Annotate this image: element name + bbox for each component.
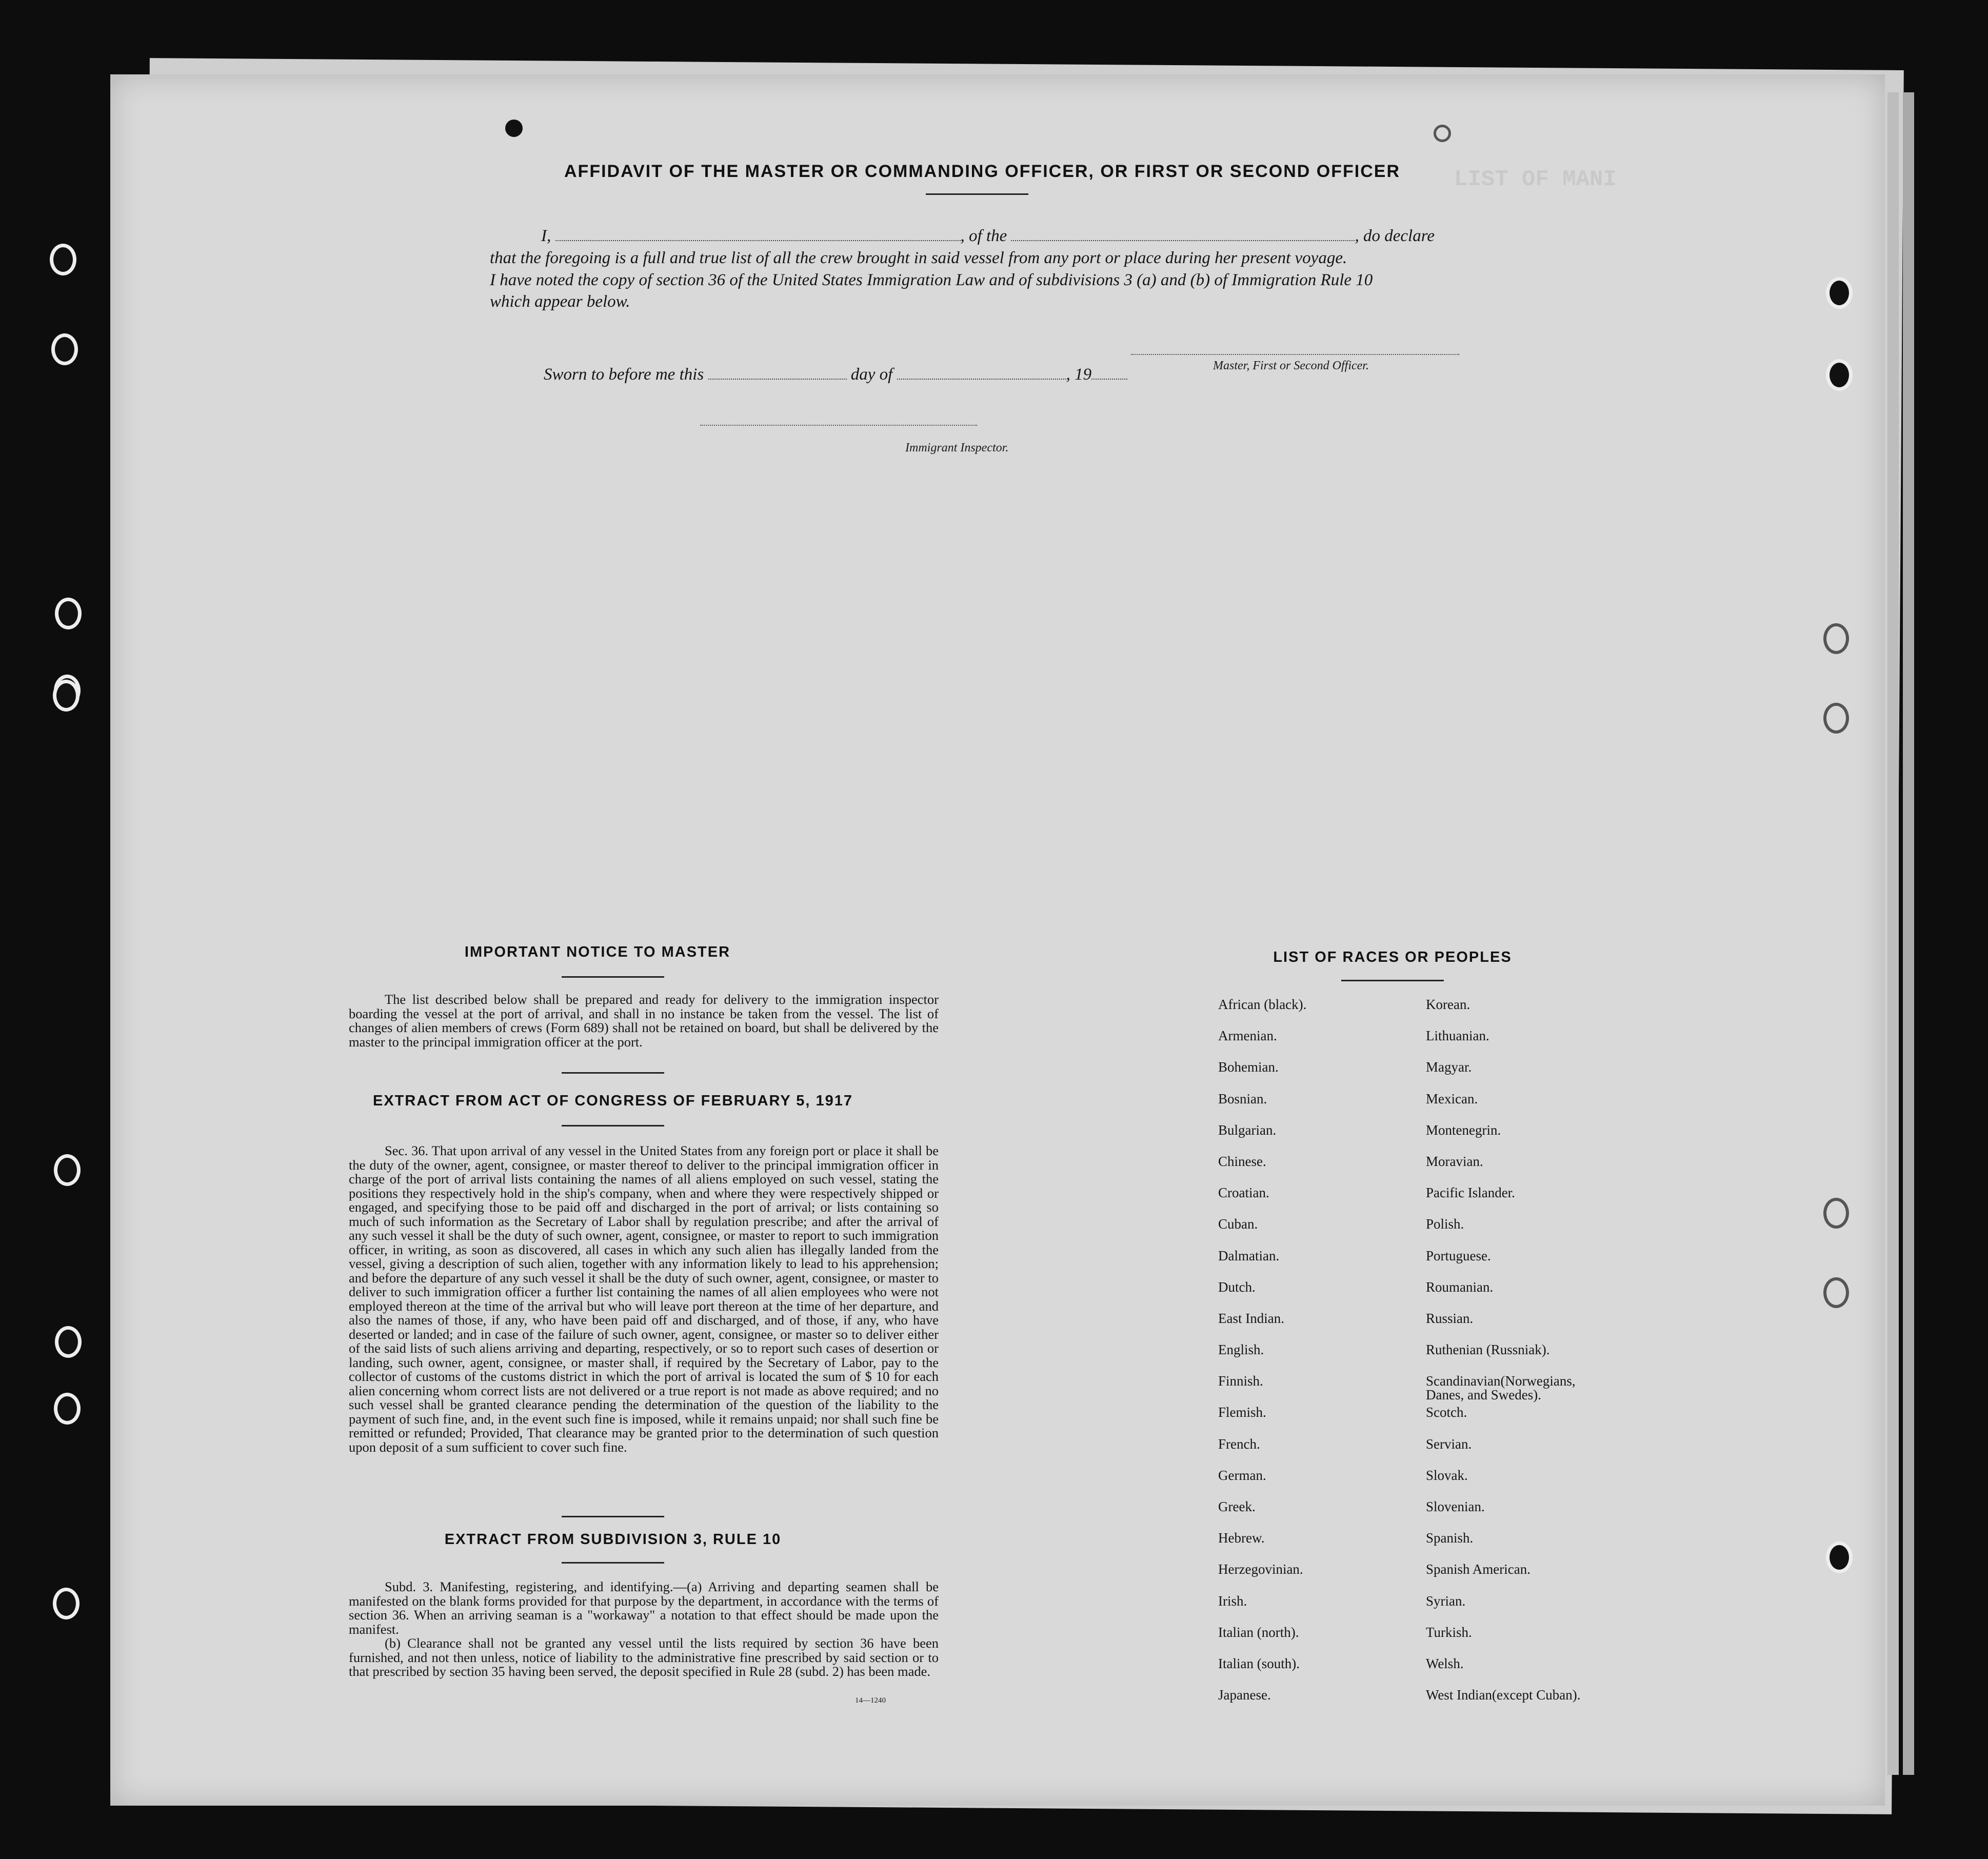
race-item: Finnish. <box>1218 1373 1263 1389</box>
binder-hole-icon <box>53 1588 79 1619</box>
race-item: Turkish. <box>1426 1624 1472 1640</box>
master-signature-line[interactable] <box>1131 354 1459 355</box>
race-item: German. <box>1218 1467 1266 1483</box>
race-item: Italian (north). <box>1218 1624 1299 1640</box>
race-item: Bosnian. <box>1218 1091 1267 1106</box>
races-column-2 <box>1426 998 1667 1719</box>
race-item: Spanish American. <box>1426 1561 1530 1577</box>
race-item: Greek. <box>1218 1499 1256 1514</box>
binder-hole-icon <box>1826 359 1853 391</box>
subdivision-b-paragraph: (b) Clearance shall not be granted any vessel until the lists required by section 36 have been furnished, and not then unless, notice of liability to the administrative fine prescribed by said section or to that prescribed by section 35 having been served, the deposit specified in Rule 28 (subd. 2) has been made. <box>349 1635 939 1679</box>
inspector-caption: Immigrant Inspector. <box>905 441 1009 454</box>
subdivision-a-paragraph: Subd. 3. Manifesting, registering, and identifying.—(a) Arriving and departing seamen shall be manifested on the blank forms provided for that purpose by the department, in accordance with the terms of section 36. When an arriving seaman is a "workaway" a notation to that effect should be made upon the manifest. <box>349 1579 939 1637</box>
race-item: Dalmatian. <box>1218 1248 1280 1263</box>
race-item: Armenian. <box>1218 1028 1277 1044</box>
notice-title: IMPORTANT NOTICE TO MASTER <box>464 944 731 960</box>
notice-text <box>349 993 939 1049</box>
race-item: Bulgarian. <box>1218 1122 1277 1138</box>
race-item: Irish. <box>1218 1593 1247 1609</box>
sworn-year: , 19 <box>1066 365 1092 384</box>
inspector-signature-line[interactable] <box>700 425 977 426</box>
race-item: Korean. <box>1426 997 1470 1012</box>
race-item: Portuguese. <box>1426 1248 1491 1263</box>
race-item: English. <box>1218 1342 1264 1358</box>
race-item: Lithuanian. <box>1426 1028 1489 1044</box>
race-item: Magyar. <box>1426 1059 1472 1075</box>
binder-hole-icon <box>1823 703 1849 734</box>
binder-hole-icon <box>1823 1198 1849 1229</box>
race-item: Scandinavian(Norwegians, Danes, and Swedes). <box>1426 1373 1576 1403</box>
sworn-text: Sworn to before me this <box>544 365 704 384</box>
race-item: Chinese. <box>1218 1153 1266 1169</box>
race-item: Hebrew. <box>1218 1530 1265 1546</box>
races-title: LIST OF RACES OR PEOPLES <box>1273 949 1512 965</box>
binder-hole-icon <box>1823 1277 1849 1308</box>
race-item: Servian. <box>1426 1436 1472 1452</box>
notice-rule <box>562 976 664 978</box>
race-item: Cuban. <box>1218 1216 1258 1232</box>
pin-hole-icon <box>1434 125 1451 142</box>
race-item: Spanish. <box>1426 1530 1474 1546</box>
pin-hole-icon <box>505 120 523 137</box>
race-item: Pacific Islander. <box>1426 1185 1515 1201</box>
title-rule <box>926 193 1028 195</box>
binder-hole-icon <box>50 244 76 275</box>
race-item: Herzegovinian. <box>1218 1561 1303 1577</box>
binder-hole-icon <box>54 1154 81 1186</box>
race-item: Japanese. <box>1218 1687 1271 1703</box>
page-edge-strip <box>1887 92 1899 1775</box>
race-item: Mexican. <box>1426 1091 1478 1106</box>
race-item: Bohemian. <box>1218 1059 1279 1075</box>
races-rule <box>1341 980 1444 981</box>
binder-hole-icon <box>54 1393 81 1425</box>
race-item: Croatian. <box>1218 1185 1269 1201</box>
race-item: Welsh. <box>1426 1655 1464 1671</box>
declaration-i: I, <box>541 227 551 245</box>
rule-rule <box>562 1562 664 1564</box>
race-item: West Indian(except Cuban). <box>1426 1687 1581 1703</box>
affidavit-title: AFFIDAVIT OF THE MASTER OR COMMANDING OFFICER, OR FIRST OR SECOND OFFICER <box>564 162 1400 181</box>
bleed-through: LIST OF MANI <box>1454 167 1617 192</box>
race-item: East Indian. <box>1218 1310 1284 1326</box>
master-signature-caption: Master, First or Second Officer. <box>1213 359 1369 372</box>
declaration-line-1 <box>541 226 1435 246</box>
race-item: Moravian. <box>1426 1153 1483 1169</box>
race-item: Italian (south). <box>1218 1655 1300 1671</box>
binder-hole-icon <box>55 1326 82 1358</box>
sworn-month-blank[interactable] <box>897 364 1066 380</box>
race-item: French. <box>1218 1436 1260 1452</box>
race-item: Dutch. <box>1218 1279 1256 1295</box>
rule-extract-title: EXTRACT FROM SUBDIVISION 3, RULE 10 <box>444 1531 782 1548</box>
document-page <box>110 74 1885 1806</box>
sworn-line <box>544 364 1127 384</box>
binder-hole-icon <box>55 598 82 629</box>
races-column-1 <box>1218 998 1423 1719</box>
binder-hole-icon <box>1823 623 1849 654</box>
section-36-paragraph: Sec. 36. That upon arrival of any vessel in the United States from any foreign port or place it shall be the duty of the owner, agent, consignee, or master thereof to deliver to the principal immigration officer in charge of the port of arrival lists containing the names of all aliens employed on such vessel, stating the positions they respectively hold in the ship's company, when and where they were respectively shipped or engaged, and specifying those to be paid off and discharged in the port of arrival; or lists containing so much of such information as the Secretary of Labor shall by regulation prescribe; and after the arrival of any such vessel it shall be the duty of such owner, agent, consignee, or master to report to such immigration officer, in writing, as soon as discovered, all cases in which any such alien has illegally landed from the vessel, giving a description of such alien, together with any information likely to lead to his apprehension; and before the departure of any such vessel it shall be the duty of such owner, agent, consignee, or master to deliver to such immigration officer a further list containing the names of all alien employees who were not employed thereon at the time of the arrival but who will leave port thereon at the time of her departure, and also the names of those, if any, who have been paid off and discharged, and of those, if any, who have deserted or landed; and in case of the failure of such owner, agent, consignee, or master so to deliver either of the said lists of such aliens arriving and departing, respectively, or so to report such cases of desertion or landing, such owner, agent, consignee, or master shall, if required by the Secretary of Labor, pay to the collector of customs of the customs district in which the port of arrival is located the sum of $ 10 for each alien concerning whom correct lists are not delivered or a true report is not made as above required; and no such vessel shall be granted clearance pending the determination of the question of the liability to the payment of such fine, and, in the event such fine is imposed, while it remains unpaid; nor shall such fine be remitted or refunded; Provided, That clearance may be granted prior to the determination of such question upon deposit of a sum sufficient to cover such fine. <box>349 1143 939 1455</box>
binder-hole-icon <box>51 333 78 365</box>
act-extract-title: EXTRACT FROM ACT OF CONGRESS OF FEBRUARY 5, 1917 <box>372 1093 853 1109</box>
race-item: Roumanian. <box>1426 1279 1494 1295</box>
sworn-day-blank[interactable] <box>708 364 847 380</box>
act-rule <box>562 1125 664 1126</box>
form-number: 14—1240 <box>855 1696 886 1705</box>
name-blank[interactable] <box>555 226 961 241</box>
sworn-day-of: day of <box>850 365 893 384</box>
declaration-do-declare: , do declare <box>1355 227 1435 245</box>
binder-hole-icon <box>53 680 79 711</box>
declaration-line-3: I have noted the copy of section 36 of the United States Immigration Law and of subdivisions 3 (a) and (b) of Immigration Rule 10 <box>490 271 1373 289</box>
notice-paragraph: The list described below shall be prepared and ready for delivery to the immigration inspector boarding the vessel at the port of arrival, and shall in no instance be taken from the vessel. The list of changes of alien members of crews (Form 689) shall not be retained on board, but shall be delivered by the master to the principal immigration officer at the port. <box>349 992 939 1050</box>
race-item: Montenegrin. <box>1426 1122 1501 1138</box>
race-item: Ruthenian (Russniak). <box>1426 1342 1550 1358</box>
race-item: Slovenian. <box>1426 1499 1485 1514</box>
sworn-year-blank[interactable] <box>1091 364 1127 380</box>
declaration-line-2: that the foregoing is a full and true list of all the crew brought in said vessel from any port or place during her present voyage. <box>490 249 1347 267</box>
race-item: Russian. <box>1426 1310 1474 1326</box>
race-item: African (black). <box>1218 997 1307 1012</box>
section-rule <box>562 1516 664 1517</box>
binder-hole-icon <box>1826 1541 1853 1573</box>
rule-text <box>349 1580 939 1679</box>
race-item: Polish. <box>1426 1216 1464 1232</box>
declaration-line-4: which appear below. <box>490 292 630 311</box>
race-item: Scotch. <box>1426 1405 1467 1420</box>
race-item: Flemish. <box>1218 1405 1266 1420</box>
act-text <box>349 1144 939 1454</box>
vessel-blank[interactable] <box>1011 226 1355 241</box>
section-rule <box>562 1072 664 1074</box>
race-item: Syrian. <box>1426 1593 1466 1609</box>
declaration-of-the: , of the <box>960 227 1007 245</box>
binder-hole-icon <box>1826 277 1853 309</box>
page-edge-strip <box>1903 92 1914 1775</box>
race-item: Slovak. <box>1426 1467 1468 1483</box>
